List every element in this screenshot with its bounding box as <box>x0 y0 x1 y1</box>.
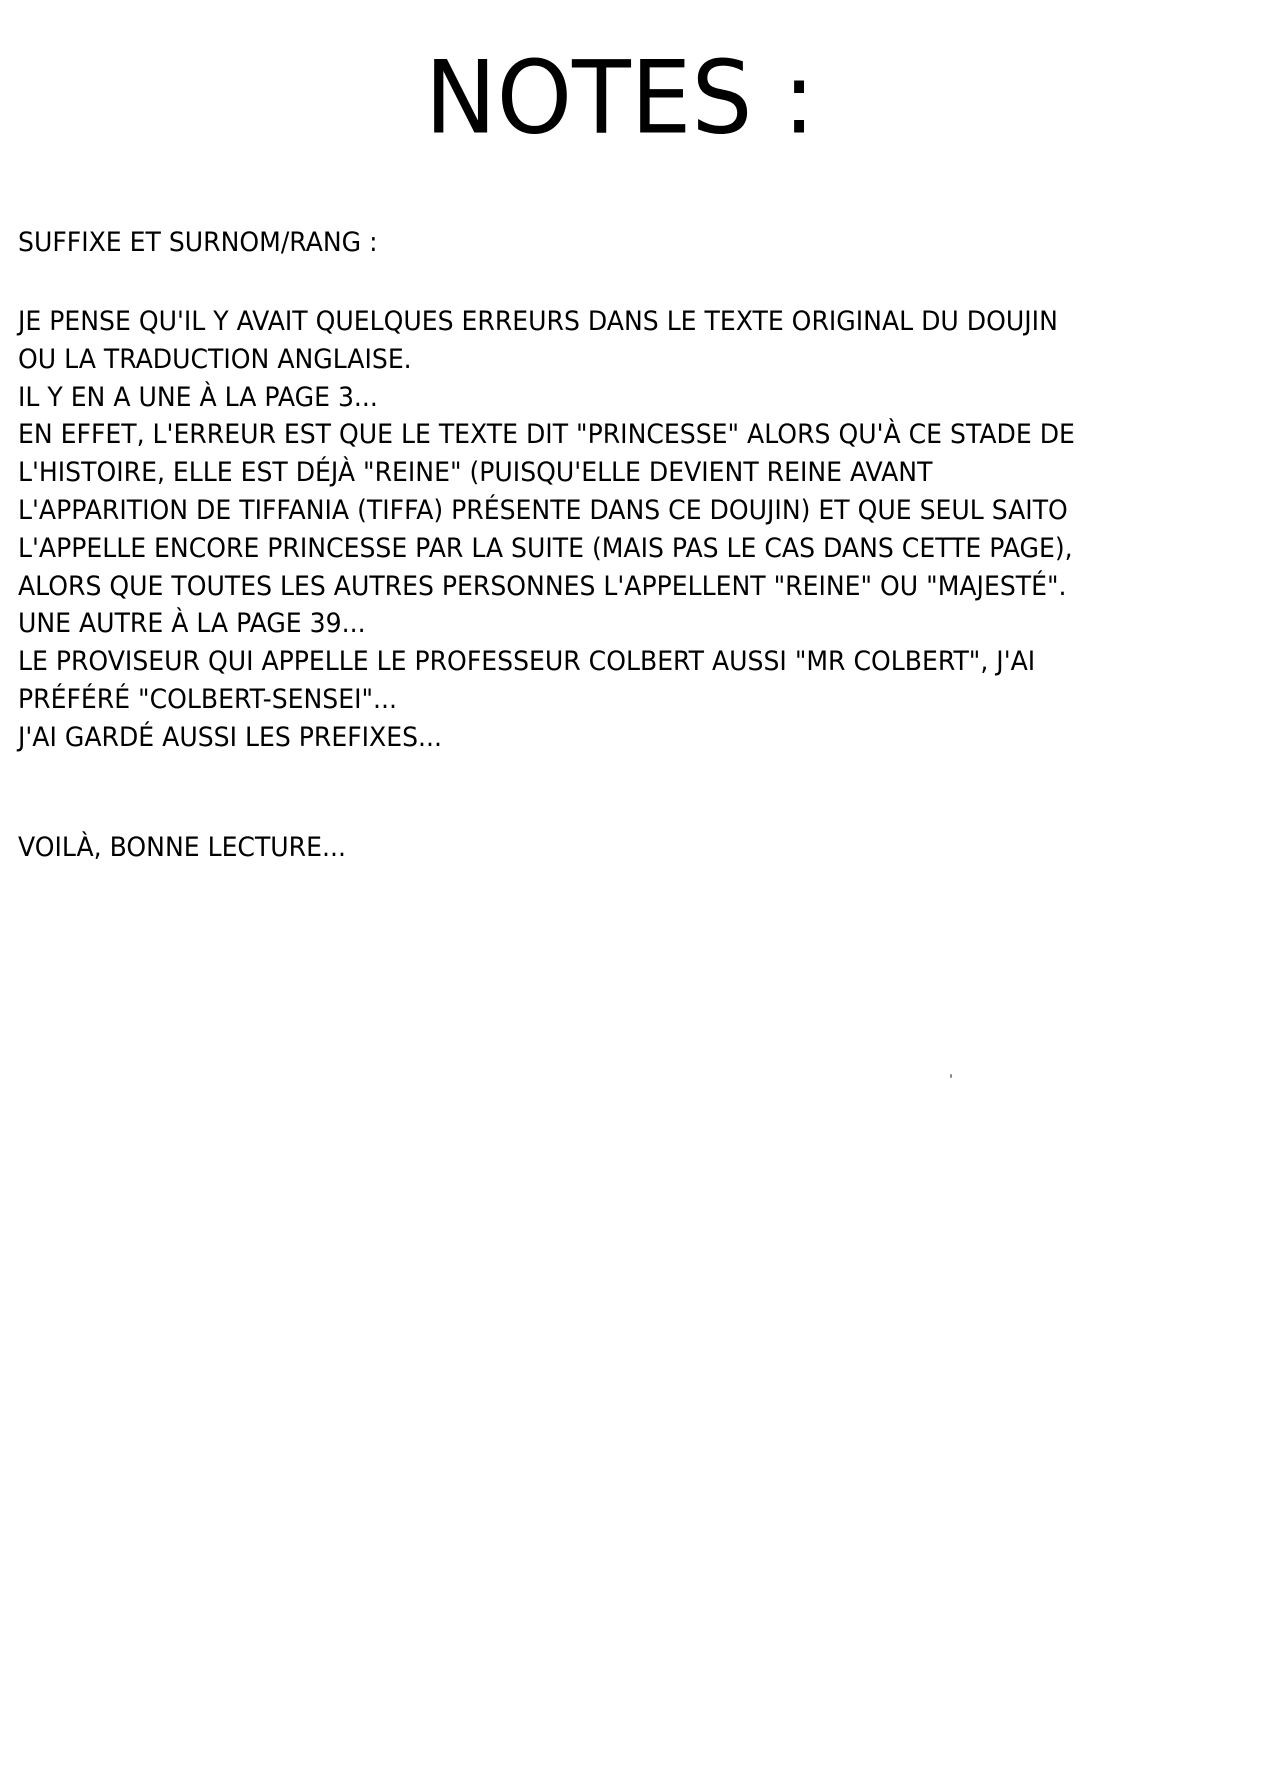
closing-line: VOILÀ, BONNE LECTURE... <box>18 832 346 863</box>
body-line: LE PROVISEUR QUI APPELLE LE PROFESSEUR COLBERT AUSSI "MR COLBERT", J'AI <box>18 646 1036 678</box>
body-line: PRÉFÉRÉ "COLBERT-SENSEI"... <box>18 683 398 715</box>
body-line: J'AI GARDÉ AUSSI LES PREFIXES... <box>18 721 442 753</box>
notes-body <box>18 303 1258 757</box>
page-title: NOTES : <box>424 39 816 157</box>
body-line: L'APPARITION DE TIFFANIA (TIFFA) PRÉSENTE DANS CE DOUJIN) ET QUE SEUL SAITO <box>18 494 1068 526</box>
body-line: L'HISTOIRE, ELLE EST DÉJÀ "REINE" (PUISQU'ELLE DEVIENT REINE AVANT <box>18 457 933 489</box>
ink-speck <box>950 1074 952 1078</box>
body-line: OU LA TRADUCTION ANGLAISE. <box>18 343 412 375</box>
body-line: L'APPELLE ENCORE PRINCESSE PAR LA SUITE (MAIS PAS LE CAS DANS CETTE PAGE), <box>18 532 1073 564</box>
body-line: JE PENSE QU'IL Y AVAIT QUELQUES ERREURS DANS LE TEXTE ORIGINAL DU DOUJIN <box>18 306 1058 337</box>
body-line: ALORS QUE TOUTES LES AUTRES PERSONNES L'APPELLENT "REINE" OU "MAJESTÉ". <box>18 570 1067 602</box>
body-line: UNE AUTRE À LA PAGE 39... <box>18 608 366 640</box>
body-line: IL Y EN A UNE À LA PAGE 3... <box>18 381 378 413</box>
section-heading: SUFFIXE ET SURNOM/RANG : <box>18 227 378 258</box>
body-line: EN EFFET, L'ERREUR EST QUE LE TEXTE DIT "PRINCESSE" ALORS QU'À CE STADE DE <box>18 419 1075 451</box>
